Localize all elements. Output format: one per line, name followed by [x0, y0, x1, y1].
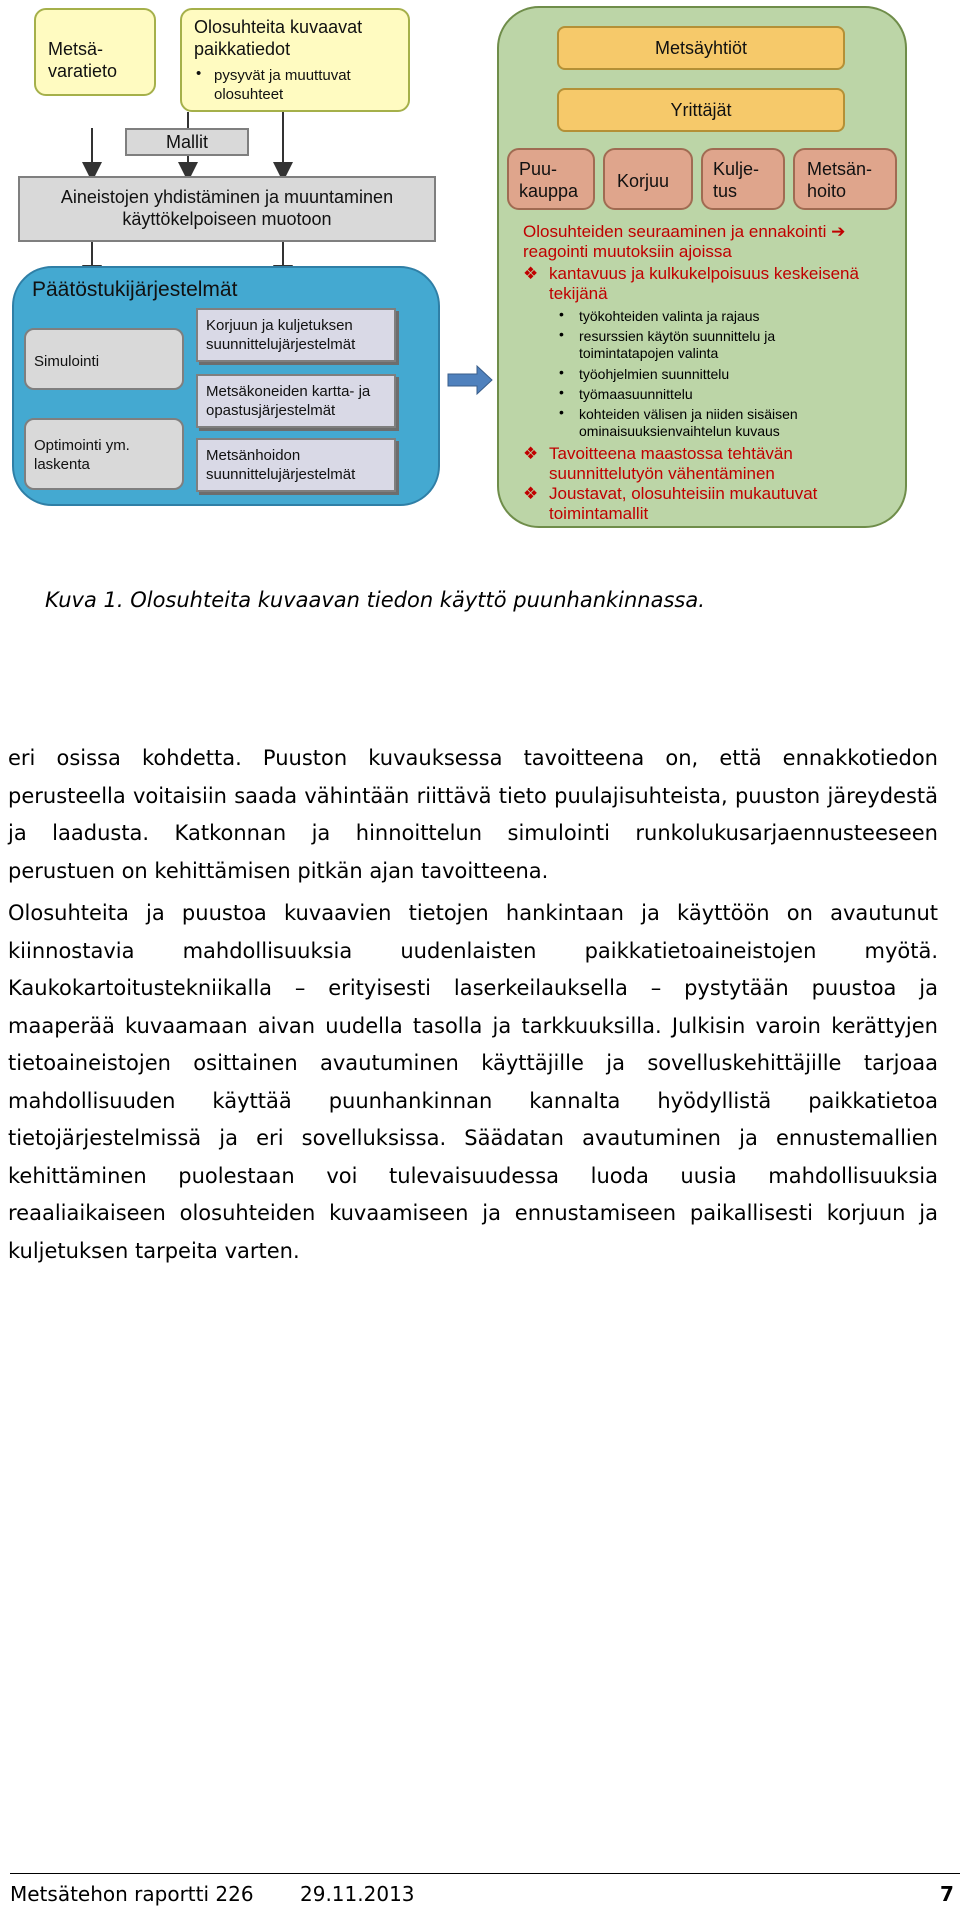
- olosuhteet-box: [180, 8, 410, 112]
- aineistot-label: Aineistojen yhdistäminen ja muuntaminen käyttökelpoiseen muotoon: [60, 187, 394, 229]
- bullet-icon: •: [559, 404, 564, 420]
- metsanhoito-box: [793, 148, 897, 210]
- red-text-3: Tavoitteena maastossa tehtävän suunnittelutyön vähentäminen: [549, 444, 793, 483]
- diamond-icon: ❖: [523, 444, 539, 463]
- metsayhtiot-label: Metsäyhtiöt: [654, 38, 748, 58]
- metsavaratieto-box: [34, 8, 156, 96]
- sub-item: työohjelmien suunnittelu: [579, 366, 730, 382]
- korjuun-box: [196, 308, 396, 362]
- simulointi-label: Simulointi: [34, 353, 100, 370]
- metsanhoidon-box: [196, 438, 396, 492]
- flow-arrow: [448, 366, 492, 394]
- page-number: 7: [940, 1882, 954, 1906]
- aineistot-box: [18, 176, 436, 242]
- footer-report: Metsätehon raportti 226: [10, 1882, 254, 1906]
- yrittajat-label: Yrittäjät: [670, 100, 732, 120]
- metsakoneiden-box: [196, 374, 396, 428]
- red-text-2: kantavuus ja kulkukelpoisuus keskeisenä tekijänä: [549, 264, 859, 303]
- metsanhoito-label: Metsän- hoito: [807, 159, 873, 201]
- figure-caption: Kuva 1. Olosuhteita kuvaavan tiedon käyttö puunhankinnassa.: [45, 588, 705, 612]
- kuljetus-box: [701, 148, 785, 210]
- bullet-icon: •: [559, 306, 564, 322]
- puukauppa-label: Puu- kauppa: [519, 159, 579, 201]
- sub-item: kohteiden välisen ja niiden sisäisen ominaisuuksienvaihtelun kuvaus: [579, 406, 798, 439]
- paragraph-2: Olosuhteita ja puustoa kuvaavien tietojen hankintaan ja käyttöön on avautunut kiinnostavia mahdollisuuksia uudenlaisten paikkatietoaineistojen myötä. Kaukokartoitustekniikalla – erityisesti laserkeilauksella – pystytään puustoa ja maaperää kuvaamaan aivan uudella tasolla ja tarkkuuksilla. Julkisin varoin kerättyjen tietoaineistojen osittainen avautuminen käyttäjille ja sovelluskehittäjille tarjoaa mahdollisuuden käyttää puunhankinnan kannalta hyödyllistä paikkatietoa tietojärjestelmissä ja eri sovelluksissa. Säädatan avautuminen ja ennustemallien kehittäminen puolestaan voi tulevaisuudessa luoda uusia mahdollisuuksia reaaliaikaiseen olosuhteiden kuvaamiseen ja ennustamiseen paikallisesti korjuun ja kuljetuksen tarpeita varten.: [8, 901, 938, 1263]
- metsavaratieto-label: Metsä- varatieto: [48, 39, 118, 81]
- footer-date: 29.11.2013: [300, 1882, 415, 1906]
- olosuhteet-title: Olosuhteita kuvaavat paikkatiedot: [194, 17, 363, 59]
- bullet-icon: •: [559, 384, 564, 400]
- red-text-1: Olosuhteiden seuraaminen ja ennakointi ➔ reagointi muutoksiin ajoissa: [523, 222, 846, 261]
- paatostuki-title: Päätöstukijärjestelmät: [32, 278, 238, 301]
- kuljetus-label: Kulje- tus: [713, 159, 760, 201]
- mallit-box: [125, 128, 249, 156]
- paragraph-1: eri osissa kohdetta. Puuston kuvauksessa tavoitteena on, että ennakkotiedon perusteella voitaisiin saada vähintään riittävä tieto puulajisuhteista, puuston järeydestä ja laadusta. Katkonnan ja hinnoittelun simulointi runkolukusarjaennusteeseen perustuen on kehittämisen pitkän ajan tavoitteena.: [8, 746, 938, 883]
- yrittajat-box: [557, 88, 845, 132]
- footer-rule: [10, 1873, 960, 1874]
- metsayhtiot-box: [557, 26, 845, 70]
- optimointi-box: [24, 418, 184, 490]
- korjuu-box: [603, 148, 693, 210]
- mallit-label: Mallit: [165, 132, 208, 152]
- bullet-icon: •: [559, 326, 564, 342]
- sub-item: työkohteiden valinta ja rajaus: [579, 308, 760, 324]
- korjuun-label: Korjuun ja kuljetuksen suunnittelujärjestelmät: [206, 317, 356, 353]
- sub-item: työmaasuunnittelu: [579, 386, 693, 402]
- bullet-icon: •: [559, 364, 564, 380]
- olosuhteet-bullet-dot: •: [196, 65, 202, 82]
- metsakoneiden-label: Metsäkoneiden kartta- ja opastusjärjestelmät: [206, 383, 371, 419]
- figure-diagram: [0, 0, 960, 540]
- diamond-icon: ❖: [523, 484, 539, 503]
- optimointi-label: Optimointi ym. laskenta: [34, 437, 130, 473]
- simulointi-box: [24, 328, 184, 390]
- actors-panel: [497, 6, 907, 528]
- puukauppa-box: [507, 148, 595, 210]
- olosuhteet-bullet: pysyvät ja muuttuvat olosuhteet: [214, 67, 351, 103]
- paatostuki-panel: [12, 266, 440, 506]
- diamond-icon: ❖: [523, 264, 539, 283]
- sub-item: resurssien käytön suunnittelu ja toimintatapojen valinta: [579, 328, 776, 361]
- korjuu-label: Korjuu: [617, 171, 670, 191]
- metsanhoidon-label: Metsänhoidon suunnittelujärjestelmät: [206, 447, 356, 483]
- red-text-4: Joustavat, olosuhteisiin mukautuvat toimintamallit: [549, 484, 818, 523]
